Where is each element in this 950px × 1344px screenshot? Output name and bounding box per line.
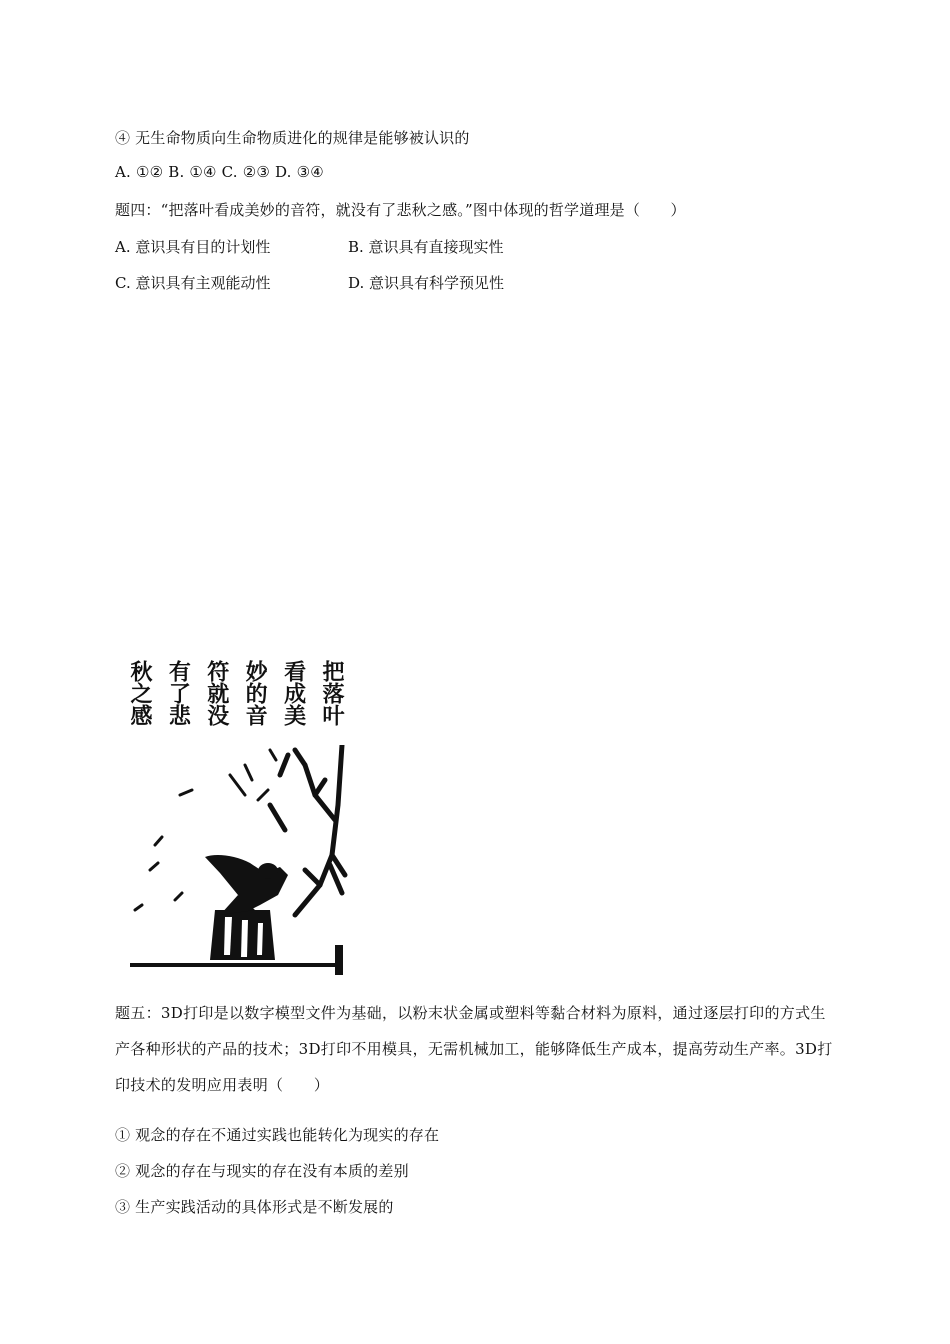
calligraphy-poem	[120, 645, 352, 740]
q4-option-a: A. 意识具有目的计划性	[115, 238, 271, 256]
q4-option-b: B. 意识具有直接现实性	[348, 238, 504, 256]
poem-column: 有了悲	[165, 659, 192, 726]
poem-column: 把落叶	[318, 659, 345, 726]
ink-painting-figure	[120, 645, 352, 985]
q5-item-1: ① 观念的存在不通过实践也能转化为现实的存在	[115, 1126, 440, 1144]
q4-option-c: C. 意识具有主观能动性	[115, 274, 271, 292]
q5-stem: 题五：3D打印是以数字模型文件为基础，以粉末状金属或塑料等黏合材料为原料，通过逐层打印的方式生产各种形状的产品的技术；3D打印不用模具，无需机械加工，能够降低生产成本，提高劳动生产率。3D打印技术的发明应用表明（ ）	[115, 1004, 833, 1094]
q3-item-4: ④ 无生命物质向生命物质进化的规律是能够被认识的	[115, 129, 470, 147]
q3-choices: A. ①② B. ①④ C. ②③ D. ③④	[115, 163, 324, 181]
tree-and-figure-drawing	[120, 745, 352, 985]
q5-item-2: ② 观念的存在与现实的存在没有本质的差别	[115, 1162, 409, 1180]
poem-column: 看成美	[280, 659, 307, 726]
q4-option-d: D. 意识具有科学预见性	[348, 274, 505, 292]
poem-column: 秋之感	[127, 659, 153, 726]
poem-column: 符就没	[203, 659, 230, 726]
q4-stem: 题四：“把落叶看成美妙的音符，就没有了悲秋之感。”图中体现的哲学道理是（ ）	[115, 201, 686, 219]
q5-item-3: ③ 生产实践活动的具体形式是不断发展的	[115, 1198, 394, 1216]
poem-column: 妙的音	[242, 659, 269, 726]
